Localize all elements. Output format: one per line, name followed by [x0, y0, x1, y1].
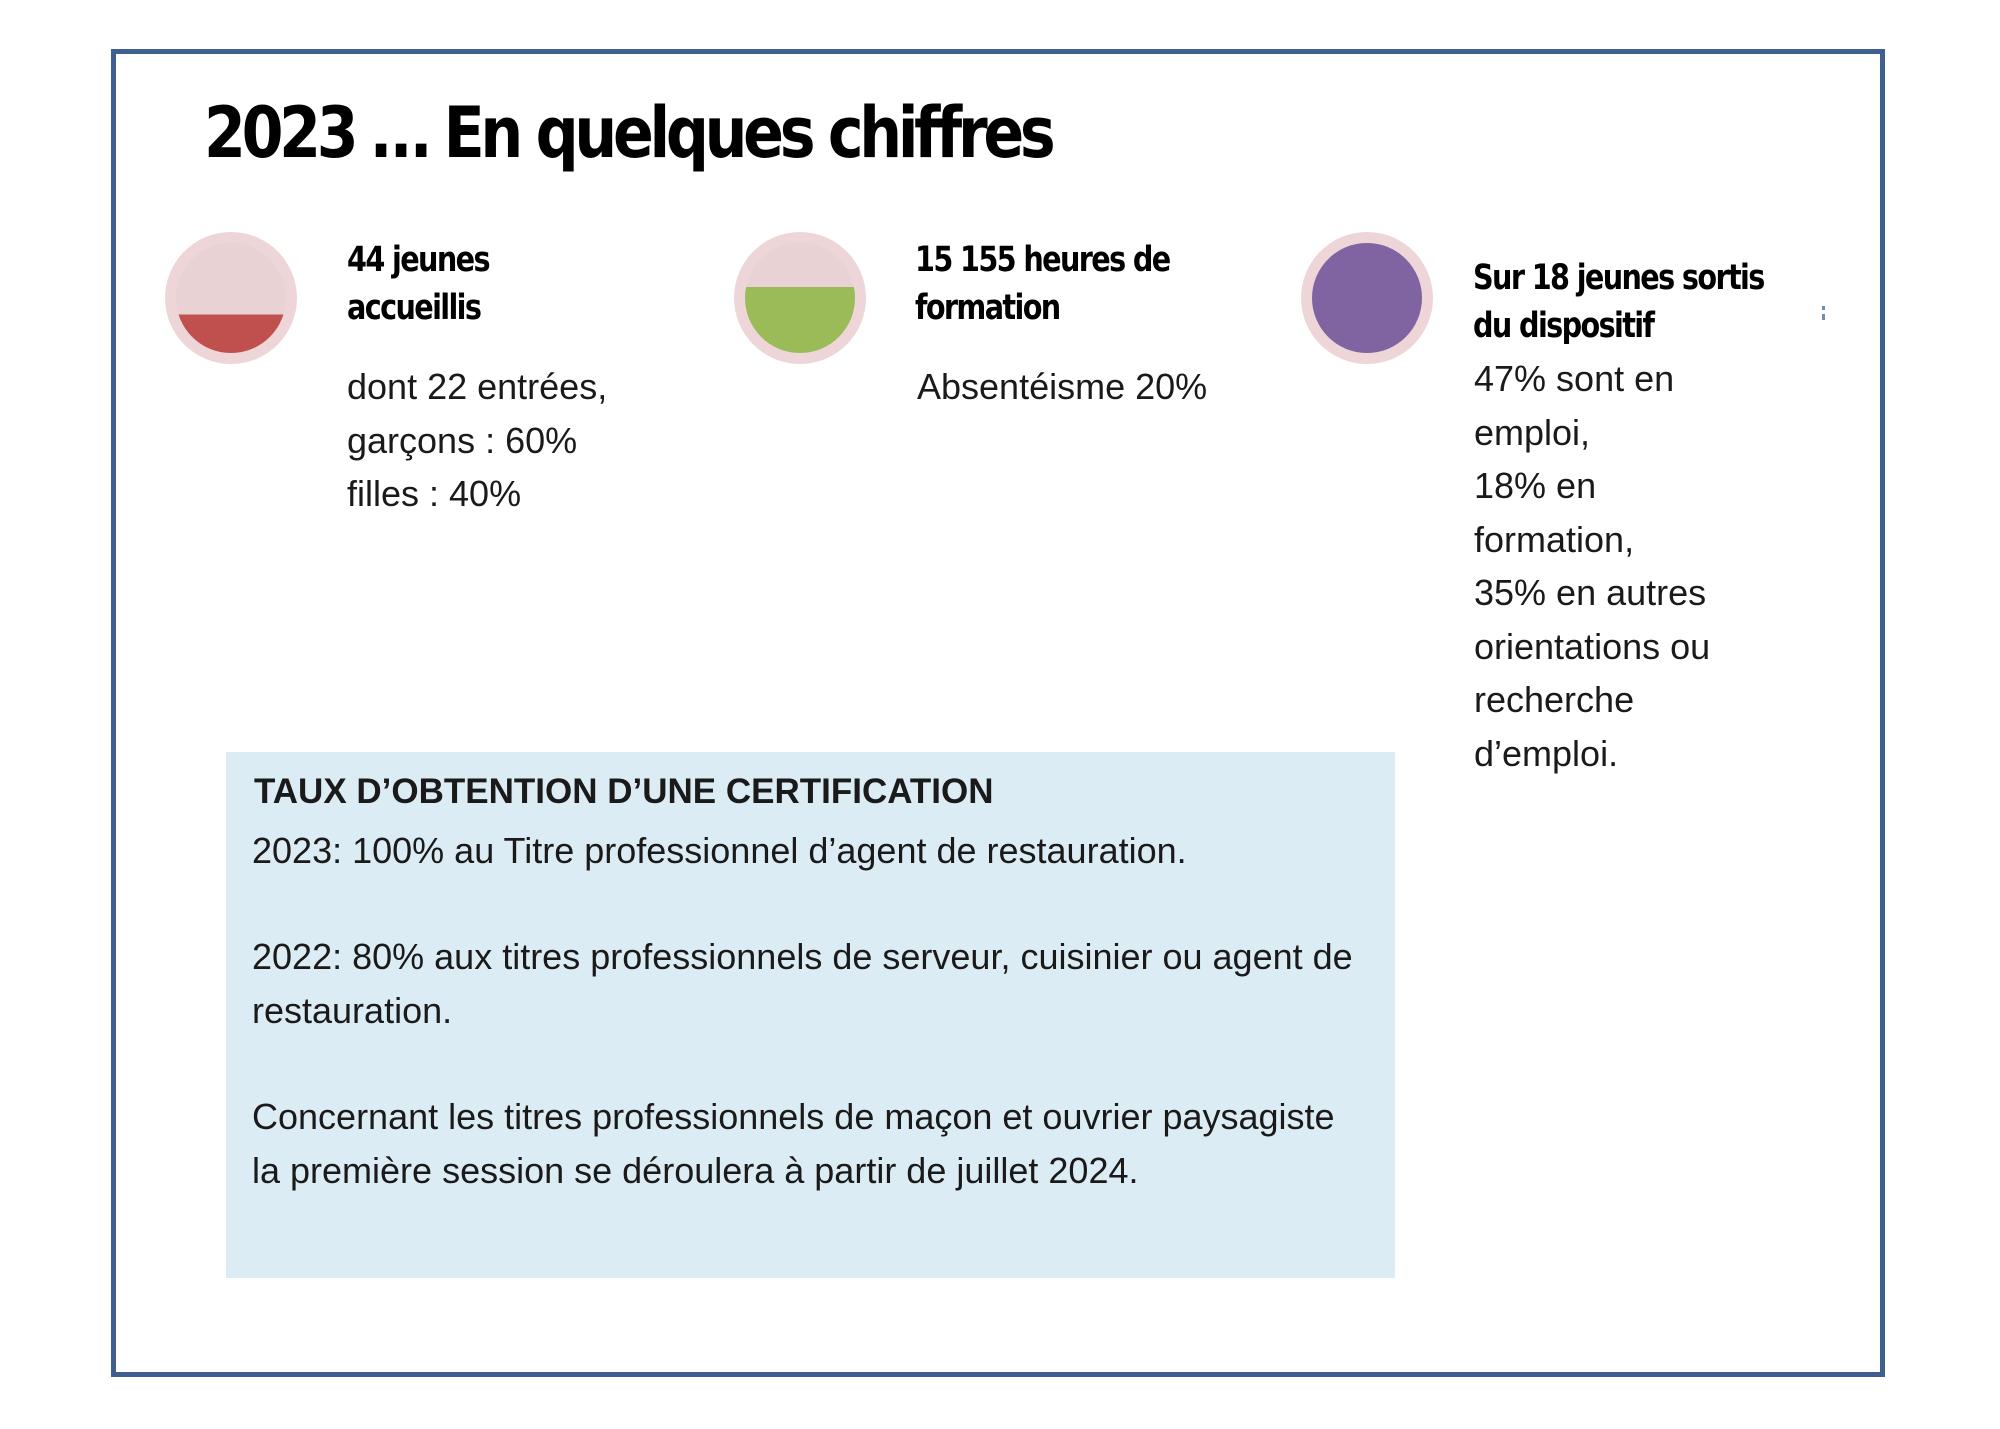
stat-body-line: 18% en	[1474, 465, 1597, 506]
stat-heading-line: du dispositif	[1473, 306, 1654, 346]
stat-heading	[347, 236, 489, 332]
certification-paragraph: 2022: 80% aux titres professionnels de serveur, cuisinier ou agent de restauration.	[252, 936, 1353, 1031]
stat-heading	[915, 236, 1170, 332]
half-filled-circle-icon	[733, 231, 867, 365]
stat-heading-line: formation	[915, 288, 1060, 328]
stat-heading-line: Sur 18 jeunes sortis	[1473, 258, 1764, 298]
stat-heading-line: accueillis	[347, 288, 481, 328]
decorative-mark	[1822, 306, 1825, 320]
stat-body-line: d’emploi.	[1474, 732, 1619, 774]
page-title: 2023 … En quelques chiffres	[204, 92, 1052, 174]
certification-title: TAUX D’OBTENTION D’UNE CERTIFICATION	[254, 772, 994, 811]
half-filled-circle-icon	[164, 231, 298, 365]
stat-body	[347, 360, 607, 521]
stat-body-line: 47% sont en	[1474, 358, 1675, 399]
stat-body-line: filles : 40%	[347, 473, 522, 514]
certification-paragraph: 2023: 100% au Titre professionnel d’agent de restauration.	[252, 830, 1187, 871]
stat-body-line: emploi,	[1474, 411, 1591, 453]
certification-box	[226, 752, 1395, 1278]
stat-body-line: recherche	[1474, 679, 1635, 720]
stat-body	[1474, 352, 1710, 780]
stat-body	[917, 360, 1207, 414]
stat-body-line: orientations ou	[1474, 625, 1711, 667]
stat-body-line: garçons : 60%	[347, 419, 578, 461]
stat-heading	[1473, 254, 1764, 350]
certification-paragraph: Concernant les titres professionnels de maçon et ouvrier paysagiste la première session se déroulera à partir de juillet 2024.	[252, 1096, 1335, 1191]
stat-body-line: formation,	[1474, 518, 1635, 560]
stat-body-line: 35% en autres	[1474, 572, 1707, 613]
stat-body-line: Absentéisme 20%	[917, 366, 1208, 407]
stat-body-line: dont 22 entrées,	[347, 366, 608, 407]
filled-circle-icon	[1300, 231, 1434, 365]
stat-heading-line: 44 jeunes	[347, 240, 489, 280]
stat-heading-line: 15 155 heures de	[915, 240, 1170, 280]
